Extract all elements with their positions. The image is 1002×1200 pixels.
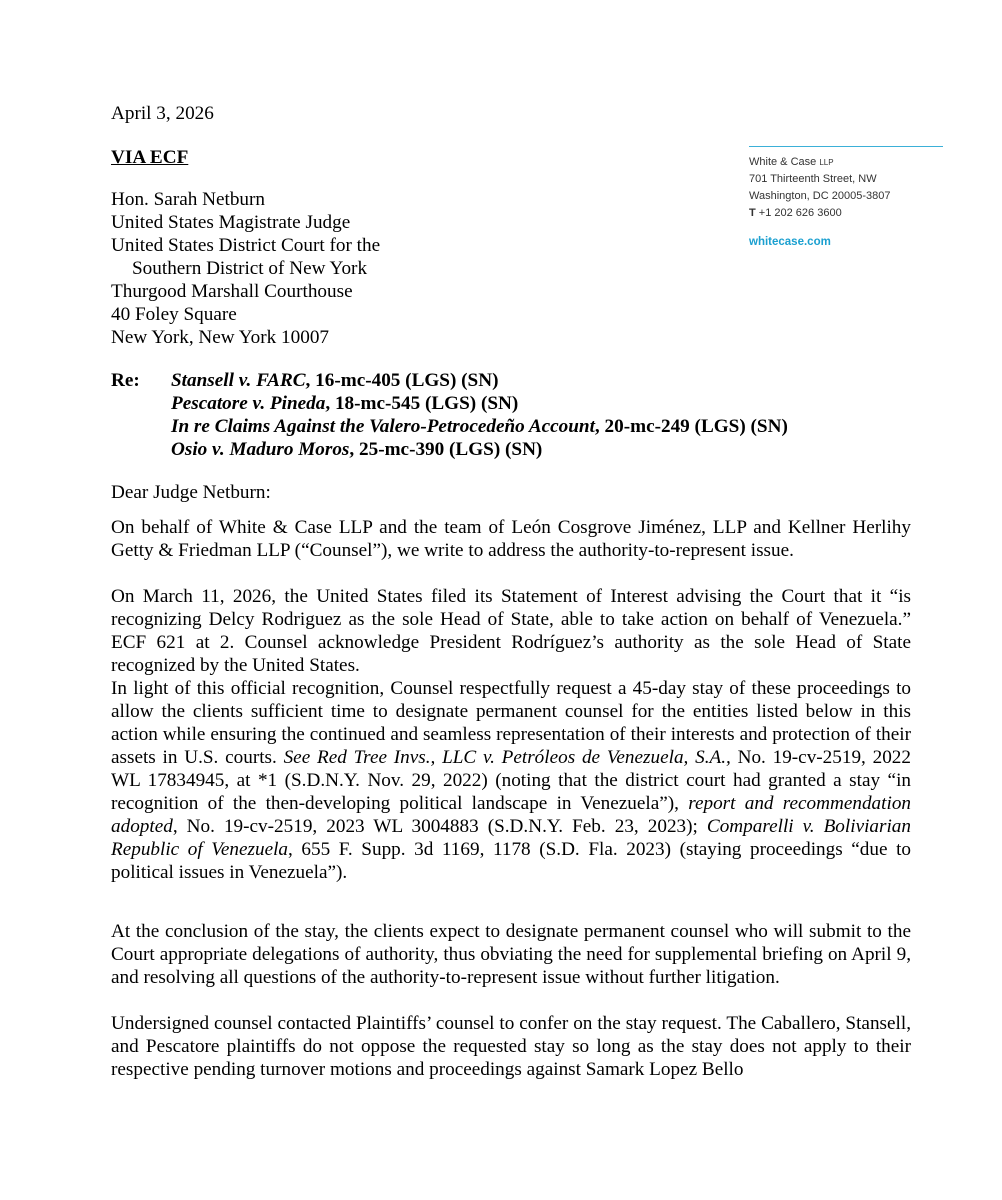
body-paragraph: Undersigned counsel contacted Plaintiffs’ counsel to confer on the stay request. The Caballero, Stansell, and Pescatore plaintiffs do not oppose the requested stay so long as the stay does not apply to their respective pending turnover motions and proceedings against Samark Lopez Bello: [111, 1013, 911, 1080]
firm-phone: T +1 202 626 3600: [749, 207, 842, 219]
letter-date: April 3, 2026: [111, 103, 214, 124]
delivery-method: VIA ECF: [111, 147, 189, 168]
firm-website-link[interactable]: whitecase.com: [749, 236, 831, 248]
addressee-line: Southern District of New York: [132, 258, 368, 279]
addressee-block: [111, 188, 380, 349]
addressee-line: New York, New York 10007: [111, 327, 330, 348]
re-case: Osio v. Maduro Moros, 25-mc-390 (LGS) (SN): [171, 439, 543, 460]
body-paragraph: At the conclusion of the stay, the clients expect to designate permanent counsel who will submit to the Court appropriate delegations of authority, thus obviating the need for supplemental briefing on April 9, and resolving all questions of the authority-to-represent issue without further litigation.: [111, 921, 911, 988]
salutation: Dear Judge Netburn:: [111, 482, 271, 503]
re-case-list: [171, 369, 788, 461]
firm-name: White & Case LLP: [749, 156, 834, 168]
body-paragraph: On behalf of White & Case LLP and the team of León Cosgrove Jiménez, LLP and Kellner Herlihy Getty & Friedman LLP (“Counsel”), we write to address the authority-to-represent issue.: [111, 517, 911, 561]
addressee-line: 40 Foley Square: [111, 304, 237, 325]
re-case: Stansell v. FARC, 16-mc-405 (LGS) (SN): [171, 370, 499, 391]
re-case: In re Claims Against the Valero-Petrocedeño Account, 20-mc-249 (LGS) (SN): [171, 416, 788, 437]
addressee-line: Thurgood Marshall Courthouse: [111, 281, 353, 302]
addressee-line: United States Magistrate Judge: [111, 212, 351, 233]
re-case: Pescatore v. Pineda, 18-mc-545 (LGS) (SN): [171, 393, 519, 414]
addressee-line: Hon. Sarah Netburn: [111, 189, 265, 210]
re-label: Re:: [111, 370, 140, 391]
addressee-line: United States District Court for the: [111, 235, 381, 256]
firm-city: Washington, DC 20005-3807: [749, 190, 891, 202]
letterhead-firm-info: [749, 146, 943, 251]
firm-street: 701 Thirteenth Street, NW: [749, 173, 877, 185]
body-paragraph: On March 11, 2026, the United States filed its Statement of Interest advising the Court that it “is recognizing Delcy Rodriguez as the sole Head of State, able to take action on behalf of Venezuela.” ECF 621 at 2. Counsel acknowledge President Rodríguez’s authority as the sole Head of State recognized by the United States.: [111, 586, 911, 676]
body-paragraph: In light of this official recognition, Counsel respectfully request a 45-day stay of these proceedings to allow the clients sufficient time to designate permanent counsel for the entities listed below in this action while ensuring the continued and seamless representation of their interests and protection of their assets in U.S. courts. See Red Tree Invs., LLC v. Petróleos de Venezuela, S.A., No. 19-cv-2519, 2022 WL 17834945, at *1 (S.D.N.Y. Nov. 29, 2022) (noting that the district court had granted a stay “in recognition of the then-developing political landscape in Venezuela”), report and recommendation adopted, No. 19-cv-2519, 2023 WL 3004883 (S.D.N.Y. Feb. 23, 2023); Comparelli v. Boliviarian Republic of Venezuela, 655 F. Supp. 3d 1169, 1178 (S.D. Fla. 2023) (staying proceedings “due to political issues in Venezuela”).: [111, 678, 912, 883]
